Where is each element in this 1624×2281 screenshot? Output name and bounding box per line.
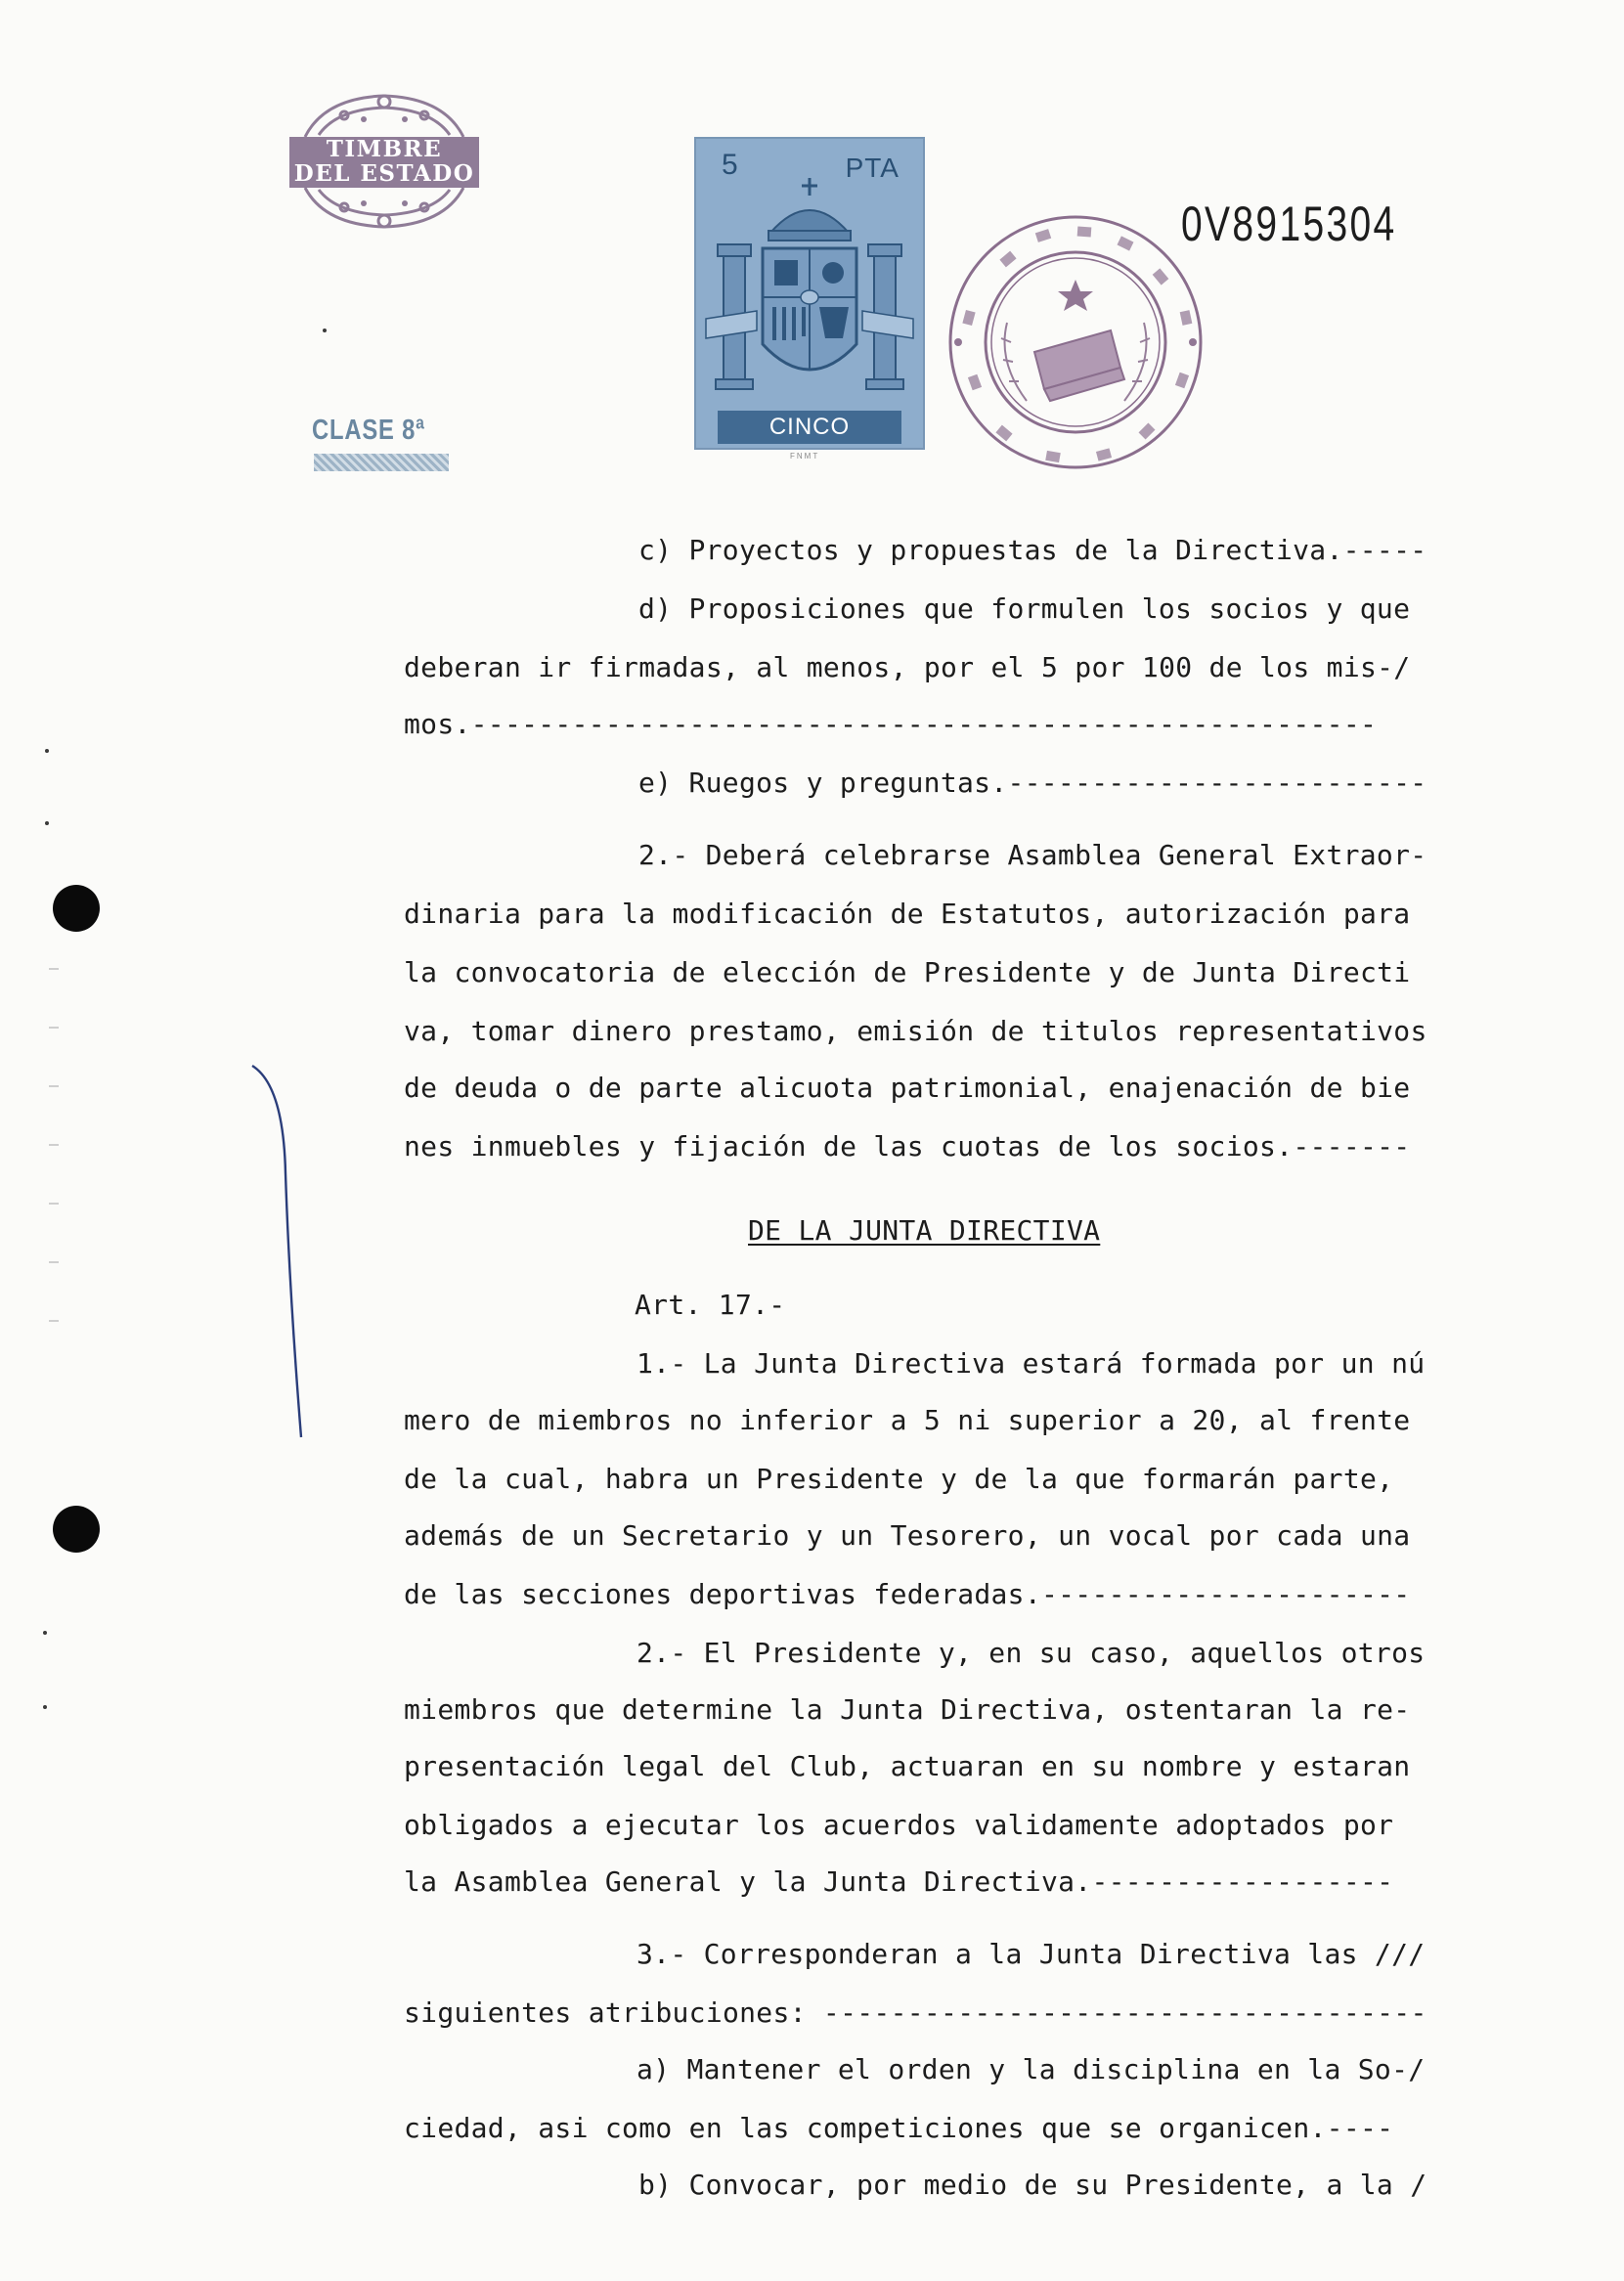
body-line-6: 2.- Deberá celebrarse Asamblea General Extraor- — [638, 839, 1427, 871]
punch-hole — [53, 885, 100, 932]
body-line-28: b) Convocar, por medio de su Presidente, a la / — [638, 2169, 1427, 2201]
stamp-currency: PTA — [845, 153, 900, 183]
margin-mark — [49, 1320, 59, 1322]
stamp-value: 5 — [722, 149, 738, 181]
margin-dot — [45, 821, 49, 825]
body-line-11: nes inmuebles y fijación de las cuotas de los socios.------- — [404, 1130, 1411, 1162]
revenue-stamp — [694, 137, 925, 450]
body-line-19: 2.- El Presidente y, en su caso, aquellos otros — [636, 1637, 1426, 1669]
margin-mark — [49, 1027, 59, 1029]
body-line-10: de deuda o de parte alicuota patrimonial, enajenación de bie — [404, 1072, 1411, 1104]
timbre-line-2: DEL ESTADO — [293, 160, 475, 187]
body-line-9: va, tomar dinero prestamo, emisión de titulos representativos — [404, 1015, 1427, 1047]
stamp-printer-mark: FNMT — [790, 452, 820, 461]
body-line-4: mos.------------------------------------------------------ — [404, 708, 1378, 740]
body-line-3: deberan ir firmadas, al menos, por el 5 por 100 de los mis-/ — [404, 651, 1411, 683]
clase-label: CLASE 8ª — [312, 415, 425, 446]
margin-mark — [49, 968, 59, 970]
body-line-20: miembros que determine la Junta Directiva, ostentaran la re- — [404, 1693, 1411, 1726]
margin-dot — [43, 1705, 47, 1709]
article-number: Art. 17.- — [635, 1289, 786, 1321]
notary-seal-icon — [929, 196, 1222, 489]
body-line-21: presentación legal del Club, actuaran en su nombre y estaran — [404, 1750, 1411, 1782]
margin-dot — [43, 1631, 47, 1635]
serial-number: 0V8915304 — [1181, 197, 1397, 251]
punch-hole — [53, 1506, 100, 1553]
margin-dot — [323, 329, 327, 332]
body-line-17: además de un Secretario y un Tesorero, un vocal por cada una — [404, 1519, 1411, 1552]
timbre-band — [289, 137, 479, 188]
margin-mark — [49, 1203, 59, 1205]
body-line-26: a) Mantener el orden y la disciplina en la So-/ — [636, 2053, 1426, 2085]
body-line-27: ciedad, asi como en las competiciones que se organicen.---- — [404, 2112, 1394, 2144]
timbre-line-1: TIMBRE — [326, 136, 443, 162]
body-line-1: c) Proyectos y propuestas de la Directiva.----- — [638, 534, 1427, 566]
pen-stroke-icon — [244, 1056, 313, 1447]
body-line-15: mero de miembros no inferior a 5 ni superior a 20, al frente — [404, 1404, 1411, 1436]
margin-mark — [49, 1144, 59, 1146]
section-heading: DE LA JUNTA DIRECTIVA — [748, 1214, 1101, 1247]
margin-mark — [49, 1085, 59, 1087]
body-line-16: de la cual, habra un Presidente y de la que formarán parte, — [404, 1463, 1394, 1495]
body-line-14: 1.- La Junta Directiva estará formada por un nú — [636, 1347, 1426, 1380]
body-line-5: e) Ruegos y preguntas.------------------------- — [638, 767, 1427, 799]
body-line-23: la Asamblea General y la Junta Directiva.------------------ — [404, 1865, 1394, 1898]
body-line-24: 3.- Corresponderan a la Junta Directiva las /// — [636, 1938, 1426, 1970]
clase-pattern-bar — [314, 454, 449, 471]
coat-of-arms-icon — [696, 139, 923, 448]
body-line-7: dinaria para la modificación de Estatutos, autorización para — [404, 898, 1411, 930]
body-line-2: d) Proposiciones que formulen los socios y que — [638, 592, 1411, 625]
timbre-del-estado-emblem — [285, 90, 483, 233]
margin-dot — [45, 749, 49, 753]
body-line-8: la convocatoria de elección de Presidente y de Junta Directi — [404, 956, 1411, 988]
body-line-18: de las secciones deportivas federadas.---------------------- — [404, 1578, 1411, 1610]
margin-mark — [49, 1261, 59, 1263]
body-line-22: obligados a ejecutar los acuerdos validamente adoptados por — [404, 1809, 1394, 1841]
body-line-25: siguientes atribuciones: ------------------------------------ — [404, 1996, 1427, 2029]
stamp-footer: CINCO — [718, 411, 901, 444]
